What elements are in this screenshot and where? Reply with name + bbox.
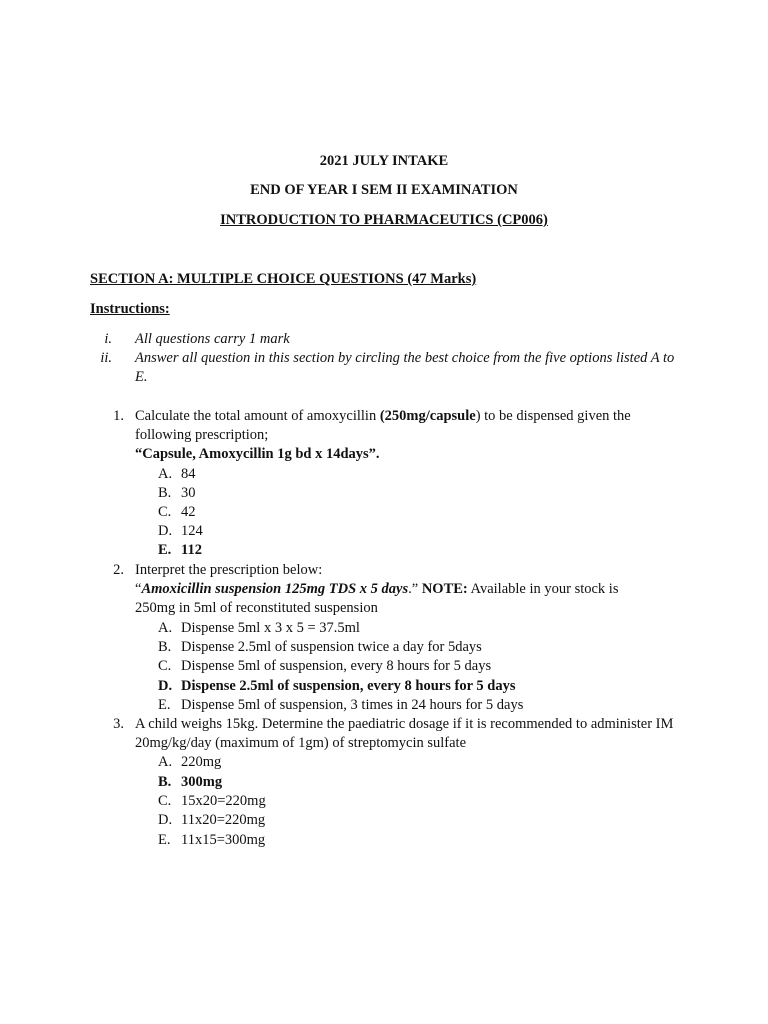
section-title: SECTION A: MULTIPLE CHOICE QUESTIONS (47 Marks) [90,271,477,287]
stock-note: 250mg in 5ml of reconstituted suspension [135,600,378,616]
question-stem: Interpret the prescription below: [135,562,323,578]
answer-option: A. 84 [158,466,196,482]
instructions-label: Instructions: [90,301,170,317]
instruction-text: Answer all question in this section by circling the best choice from the five options listed A to E. [135,350,675,386]
answer-option: D. 124 [158,523,203,539]
answer-option: C. Dispense 5ml of suspension, every 8 hours for 5 days [158,658,492,674]
answer-option: C. 15x20=220mg [158,793,266,809]
answer-option-correct: E. 112 [158,542,202,558]
instruction-numeral: ii. [100,350,112,366]
prescription-text: “Capsule, Amoxycillin 1g bd x 14days”. [135,446,380,462]
answer-option-correct: D. Dispense 2.5ml of suspension, every 8 hours for 5 days [158,678,516,694]
answer-option: C. 42 [158,504,196,520]
instruction-text: All questions carry 1 mark [135,331,290,347]
question-number: 3. [113,716,124,732]
instruction-numeral: i. [104,331,112,347]
answer-option: B. Dispense 2.5ml of suspension twice a day for 5days [158,639,482,655]
prescription-line: “Amoxicillin suspension 125mg TDS x 5 days.” NOTE: Available in your stock is [135,581,619,597]
question-stem: Calculate the total amount of amoxycillin (250mg/capsule) to be dispensed given the following prescription; [135,408,631,444]
answer-option: B. 30 [158,485,196,501]
exam-heading: END OF YEAR I SEM II EXAMINATION [250,182,518,198]
answer-option-correct: B. 300mg [158,774,223,790]
intake-heading: 2021 JULY INTAKE [319,153,449,169]
answer-option: A. 220mg [158,754,222,770]
question-number: 1. [113,408,124,424]
question-stem: A child weighs 15kg. Determine the paediatric dosage if it is recommended to administer IM 20mg/kg/day (maximum of 1gm) of streptomycin sulfate [135,716,674,752]
question-number: 2. [113,562,124,578]
course-title: INTRODUCTION TO PHARMACEUTICS (CP006) [220,212,548,228]
answer-option: D. 11x20=220mg [158,812,266,828]
answer-option: A. Dispense 5ml x 3 x 5 = 37.5ml [158,620,360,636]
answer-option: E. 11x15=300mg [158,832,266,848]
answer-option: E. Dispense 5ml of suspension, 3 times in 24 hours for 5 days [158,697,524,713]
